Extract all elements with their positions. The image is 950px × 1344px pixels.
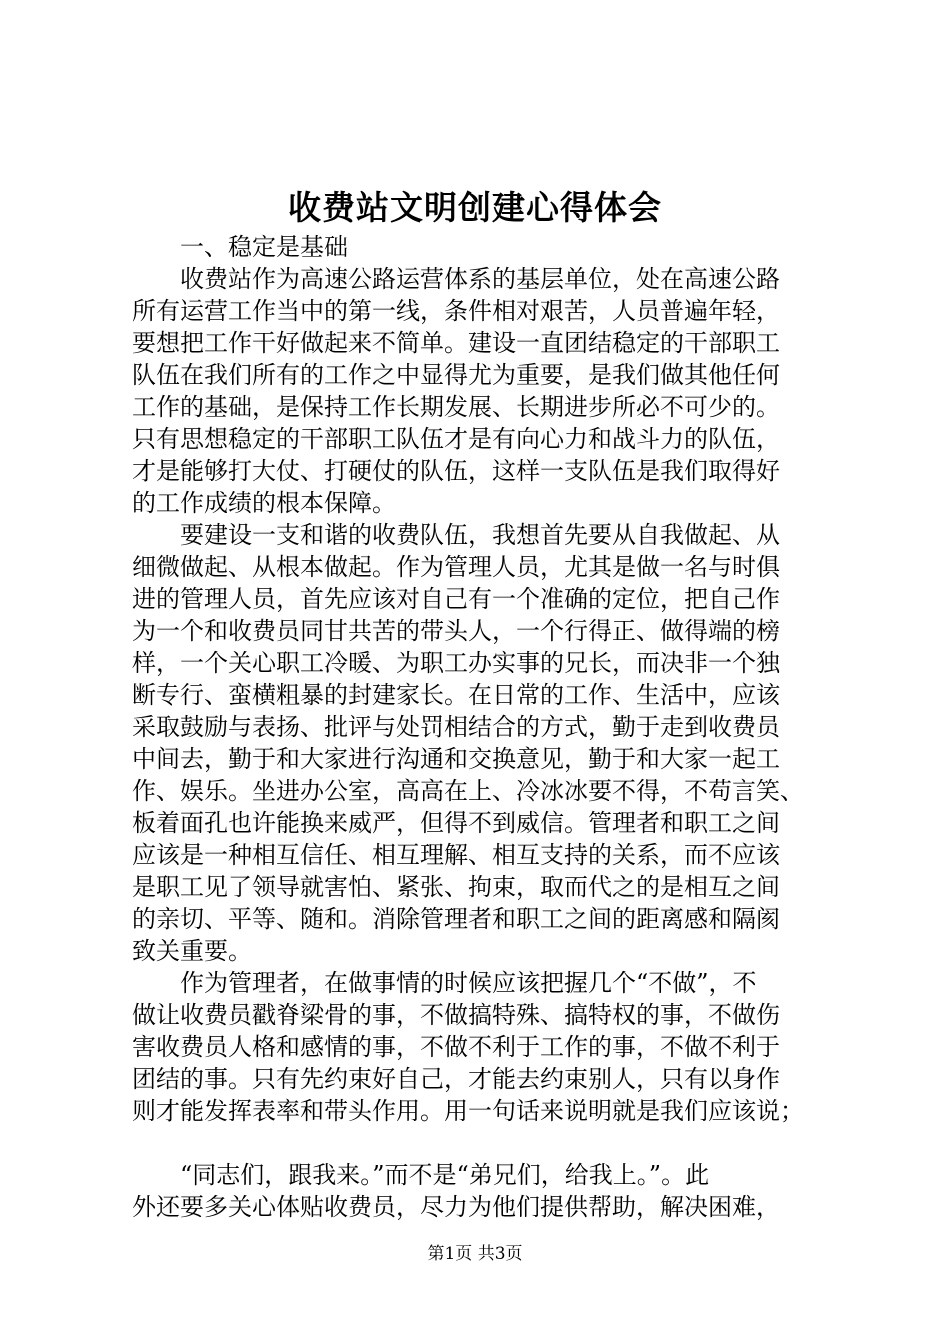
- text-line: 致关重要。: [132, 937, 252, 965]
- text-line: 害收费员人格和感情的事，不做不利于工作的事，不做不利于: [132, 1033, 780, 1061]
- text-line: 采取鼓励与表扬、批评与处罚相结合的方式，勤于走到收费员: [132, 713, 780, 741]
- document-body: [132, 231, 832, 1223]
- text-line: 的亲切、平等、随和。消除管理者和职工之间的距离感和隔阂: [132, 905, 780, 933]
- section-heading: 一、稳定是基础: [180, 233, 348, 261]
- text-line: 断专行、蛮横粗暴的封建家长。在日常的工作、生活中，应该: [132, 681, 780, 709]
- text-line: 团结的事。只有先约束好自己，才能去约束别人，只有以身作: [132, 1065, 780, 1093]
- text-line: 外还要多关心体贴收费员，尽力为他们提供帮助，解决困难，: [132, 1193, 780, 1221]
- text-line: 要建设一支和谐的收费队伍，我想首先要从自我做起、从: [180, 521, 780, 549]
- text-line: 则才能发挥表率和带头作用。用一句话来说明就是我们应该说；: [132, 1097, 804, 1125]
- text-line: “同志们，跟我来。”而不是“弟兄们，给我上。”。此: [180, 1161, 710, 1189]
- page-number: 第1页 共3页: [427, 1244, 523, 1264]
- text-line: 做让收费员戳脊梁骨的事，不做搞特殊、搞特权的事，不做伤: [132, 1001, 780, 1029]
- text-line: 作、娱乐。坐进办公室，高高在上、冷冰冰要不得，不苟言笑、: [132, 777, 804, 805]
- text-line: 收费站作为高速公路运营体系的基层单位，处在高速公路: [180, 265, 780, 293]
- text-line: 中间去，勤于和大家进行沟通和交换意见，勤于和大家一起工: [132, 745, 780, 773]
- text-line: 的工作成绩的根本保障。: [132, 489, 396, 517]
- text-line: 工作的基础，是保持工作长期发展、长期进步所必不可少的。: [132, 393, 780, 421]
- text-line: 进的管理人员，首先应该对自己有一个准确的定位，把自己作: [132, 585, 780, 613]
- text-line: 所有运营工作当中的第一线，条件相对艰苦，人员普遍年轻，: [132, 297, 780, 325]
- text-line: 才是能够打大仗、打硬仗的队伍，这样一支队伍是我们取得好: [132, 457, 780, 485]
- text-line: 作为管理者，在做事情的时候应该把握几个“不做”，不: [180, 969, 757, 997]
- text-line: 只有思想稳定的干部职工队伍才是有向心力和战斗力的队伍，: [132, 425, 780, 453]
- text-line: 要想把工作干好做起来不简单。建设一直团结稳定的干部职工: [132, 329, 780, 357]
- document-title: 收费站文明创建心得体会: [288, 188, 662, 227]
- blank-line: [132, 1127, 832, 1159]
- text-line: 板着面孔也许能换来威严，但得不到威信。管理者和职工之间: [132, 809, 780, 837]
- text-line: 应该是一种相互信任、相互理解、相互支持的关系，而不应该: [132, 841, 780, 869]
- text-line: 细微做起、从根本做起。作为管理人员，尤其是做一名与时俱: [132, 553, 780, 581]
- text-line: 队伍在我们所有的工作之中显得尤为重要，是我们做其他任何: [132, 361, 780, 389]
- text-line: 是职工见了领导就害怕、紧张、拘束，取而代之的是相互之间: [132, 873, 780, 901]
- text-line: 样，一个关心职工冷暖、为职工办实事的兄长，而决非一个独: [132, 649, 780, 677]
- text-line: 为一个和收费员同甘共苦的带头人，一个行得正、做得端的榜: [132, 617, 780, 645]
